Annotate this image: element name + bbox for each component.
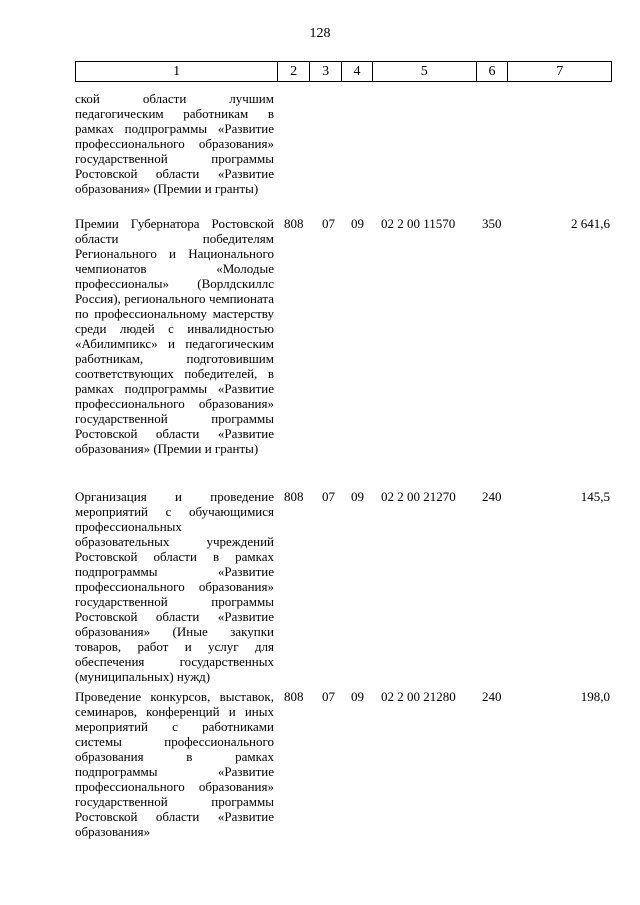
row-subsection: 09 (351, 689, 364, 704)
row-amount: 145,5 (580, 489, 610, 504)
row-target-article: 02 2 00 21270 (381, 489, 456, 504)
row-amount: 198,0 (580, 689, 610, 704)
header-col-6: 6 (477, 62, 509, 81)
row-target-article: 02 2 00 21280 (381, 689, 456, 704)
row-description: ской области лучшим педагогическим работникам в рамках подпрограммы «Развитие профессионального образования» государственной программы Ростовской области «Развитие образования» (Премии и гранты) (75, 91, 274, 196)
row-ministry-code: 808 (284, 689, 304, 704)
header-col-1: 1 (76, 62, 278, 81)
row-subsection: 09 (351, 489, 364, 504)
row-expense-type: 350 (482, 216, 502, 231)
row-ministry-code: 808 (284, 216, 304, 231)
row-description: Организация и проведение мероприятий с обучающимися профессиональных образовательных учреждений Ростовской области в рамках подпрограммы «Развитие профессионального образования» государственной программы Ростовской области «Развитие образования» (Иные закупки товаров, работ и услуг для обеспечения государственных (муниципальных) нужд) (75, 489, 274, 684)
table-header (75, 61, 612, 82)
header-col-3: 3 (310, 62, 342, 81)
page-number: 128 (309, 26, 331, 41)
row-description: Премии Губернатора Ростовской области победителям Регионального и Национального чемпионатов «Молодые профессионалы» (Ворлдскиллс Россия), регионального чемпионата по профессиональному мастерству среди людей с инвалидностью «Абилимпикс» и педагогическим работникам, подготовившим соответствующих победителей, в рамках подпрограммы «Развитие профессионального образования» государственной программы Ростовской области «Развитие образования» (Премии и гранты) (75, 216, 274, 456)
row-section: 07 (322, 489, 335, 504)
header-col-2: 2 (278, 62, 310, 81)
row-description: Проведение конкурсов, выставок, семинаров, конференций и иных мероприятий с работниками системы профессионального образования в рамках подпрограммы «Развитие профессионального образования» государственной программы Ростовской области «Развитие образования» (75, 689, 274, 839)
row-amount: 2 641,6 (571, 216, 610, 231)
row-expense-type: 240 (482, 689, 502, 704)
row-expense-type: 240 (482, 489, 502, 504)
row-ministry-code: 808 (284, 489, 304, 504)
header-col-4: 4 (342, 62, 373, 81)
row-section: 07 (322, 216, 335, 231)
row-section: 07 (322, 689, 335, 704)
header-col-7: 7 (556, 63, 564, 79)
row-target-article: 02 2 00 11570 (381, 216, 456, 231)
row-subsection: 09 (351, 216, 364, 231)
header-col-5: 5 (373, 62, 477, 81)
